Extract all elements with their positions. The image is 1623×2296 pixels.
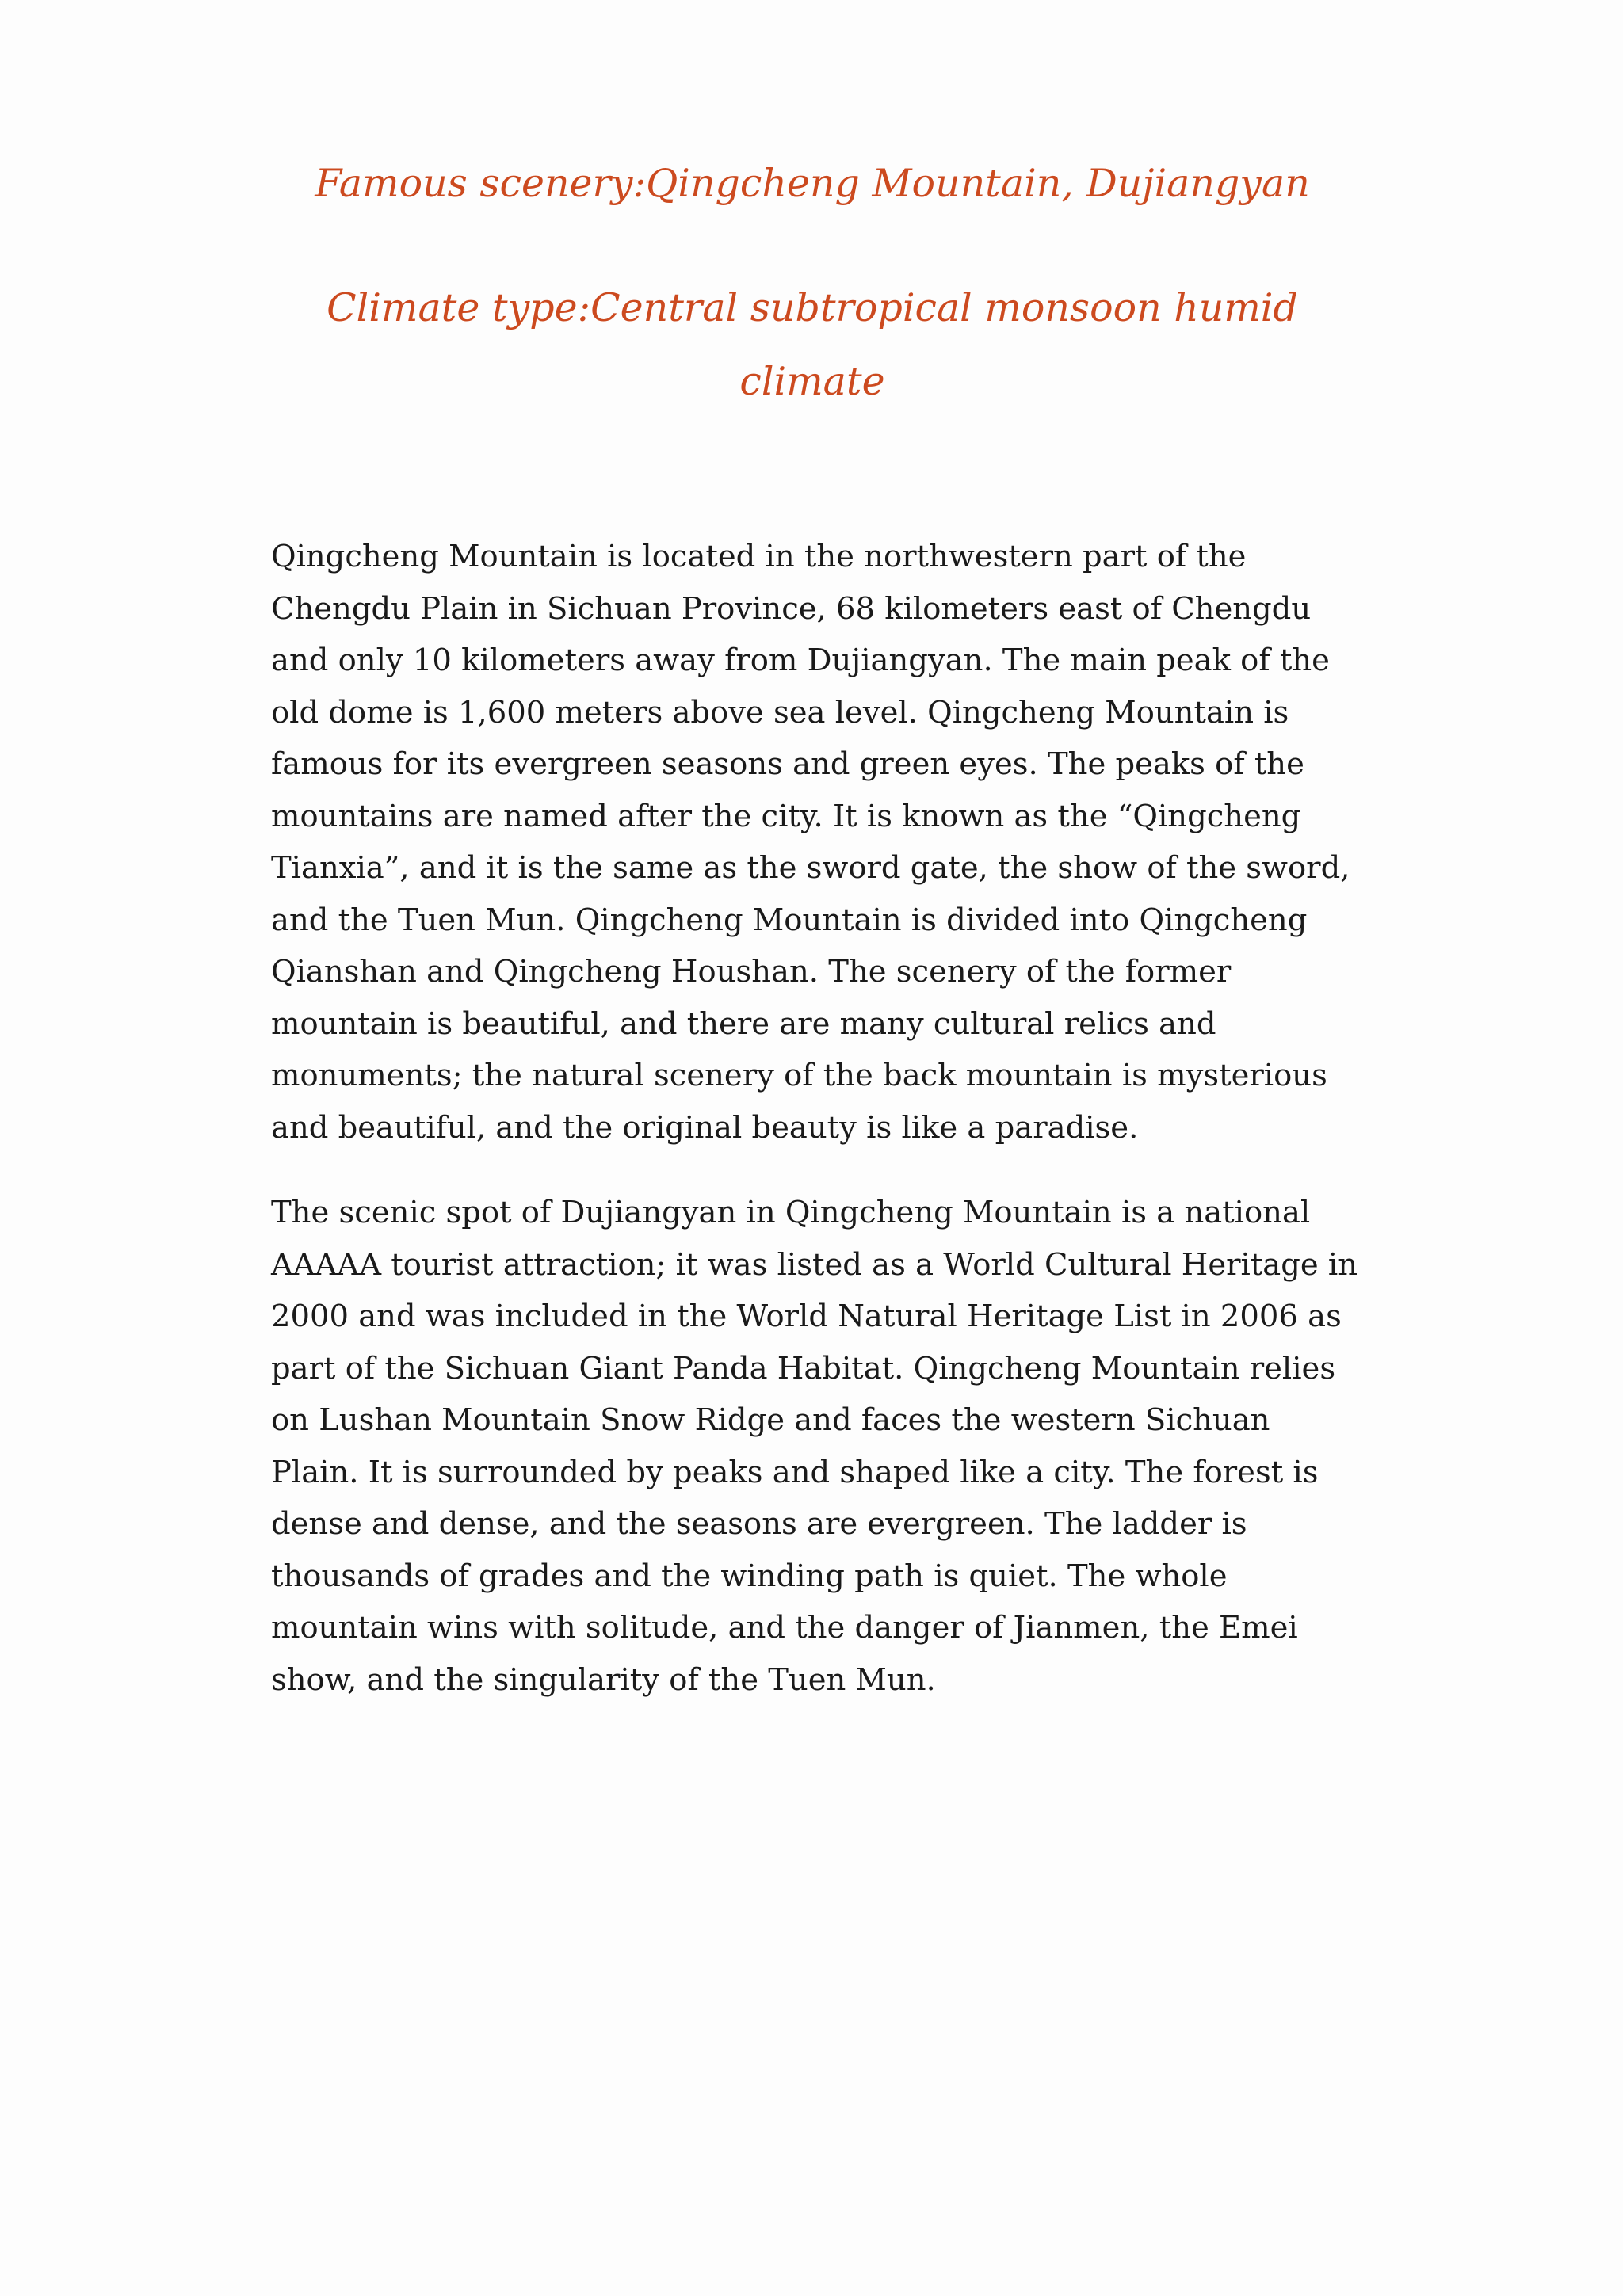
famous-scenery-heading: Famous scenery:Qingcheng Mountain, Dujiangyan — [315, 161, 1310, 206]
article-body — [271, 531, 1365, 1739]
climate-type-heading: Climate type:Central subtropical monsoon humid climate — [327, 285, 1298, 404]
article-paragraph-2: The scenic spot of Dujiangyan in Qingcheng Mountain is a national AAAAA tourist attraction; it was listed as a World Cultural Heritage in 2000 and was included in the World Natural Heritage List in 2006 as part of the Sichuan Giant Panda Habitat. Qingcheng Mountain relies on Lushan Mountain Snow Ridge and faces the western Sichuan Plain. It is surrounded by peaks and shaped like a city. The forest is dense and dense, and the seasons are evergreen. The ladder is thousands of grades and the winding path is quiet. The whole mountain wins with solitude, and the danger of Jianmen, the Emei show, and the singularity of the Tuen Mun. — [271, 1195, 1358, 1698]
article-paragraph-1: Qingcheng Mountain is located in the northwestern part of the Chengdu Plain in Sichuan Province, 68 kilometers east of Chengdu and only 10 kilometers away from Dujiangyan. The main peak of the old dome is 1,600 meters above sea level. Qingcheng Mountain is famous for its evergreen seasons and green eyes. The peaks of the mountains are named after the city. It is known as the “Qingcheng Tianxia”, and it is the same as the sword gate, the show of the sword, and the Tuen Mun. Qingcheng Mountain is divided into Qingcheng Qianshan and Qingcheng Houshan. The scenery of the former mountain is beautiful, and there are many cultural relics and monuments; the natural scenery of the back mountain is mysterious and beautiful, and the original beauty is like a paradise. — [271, 539, 1350, 1146]
